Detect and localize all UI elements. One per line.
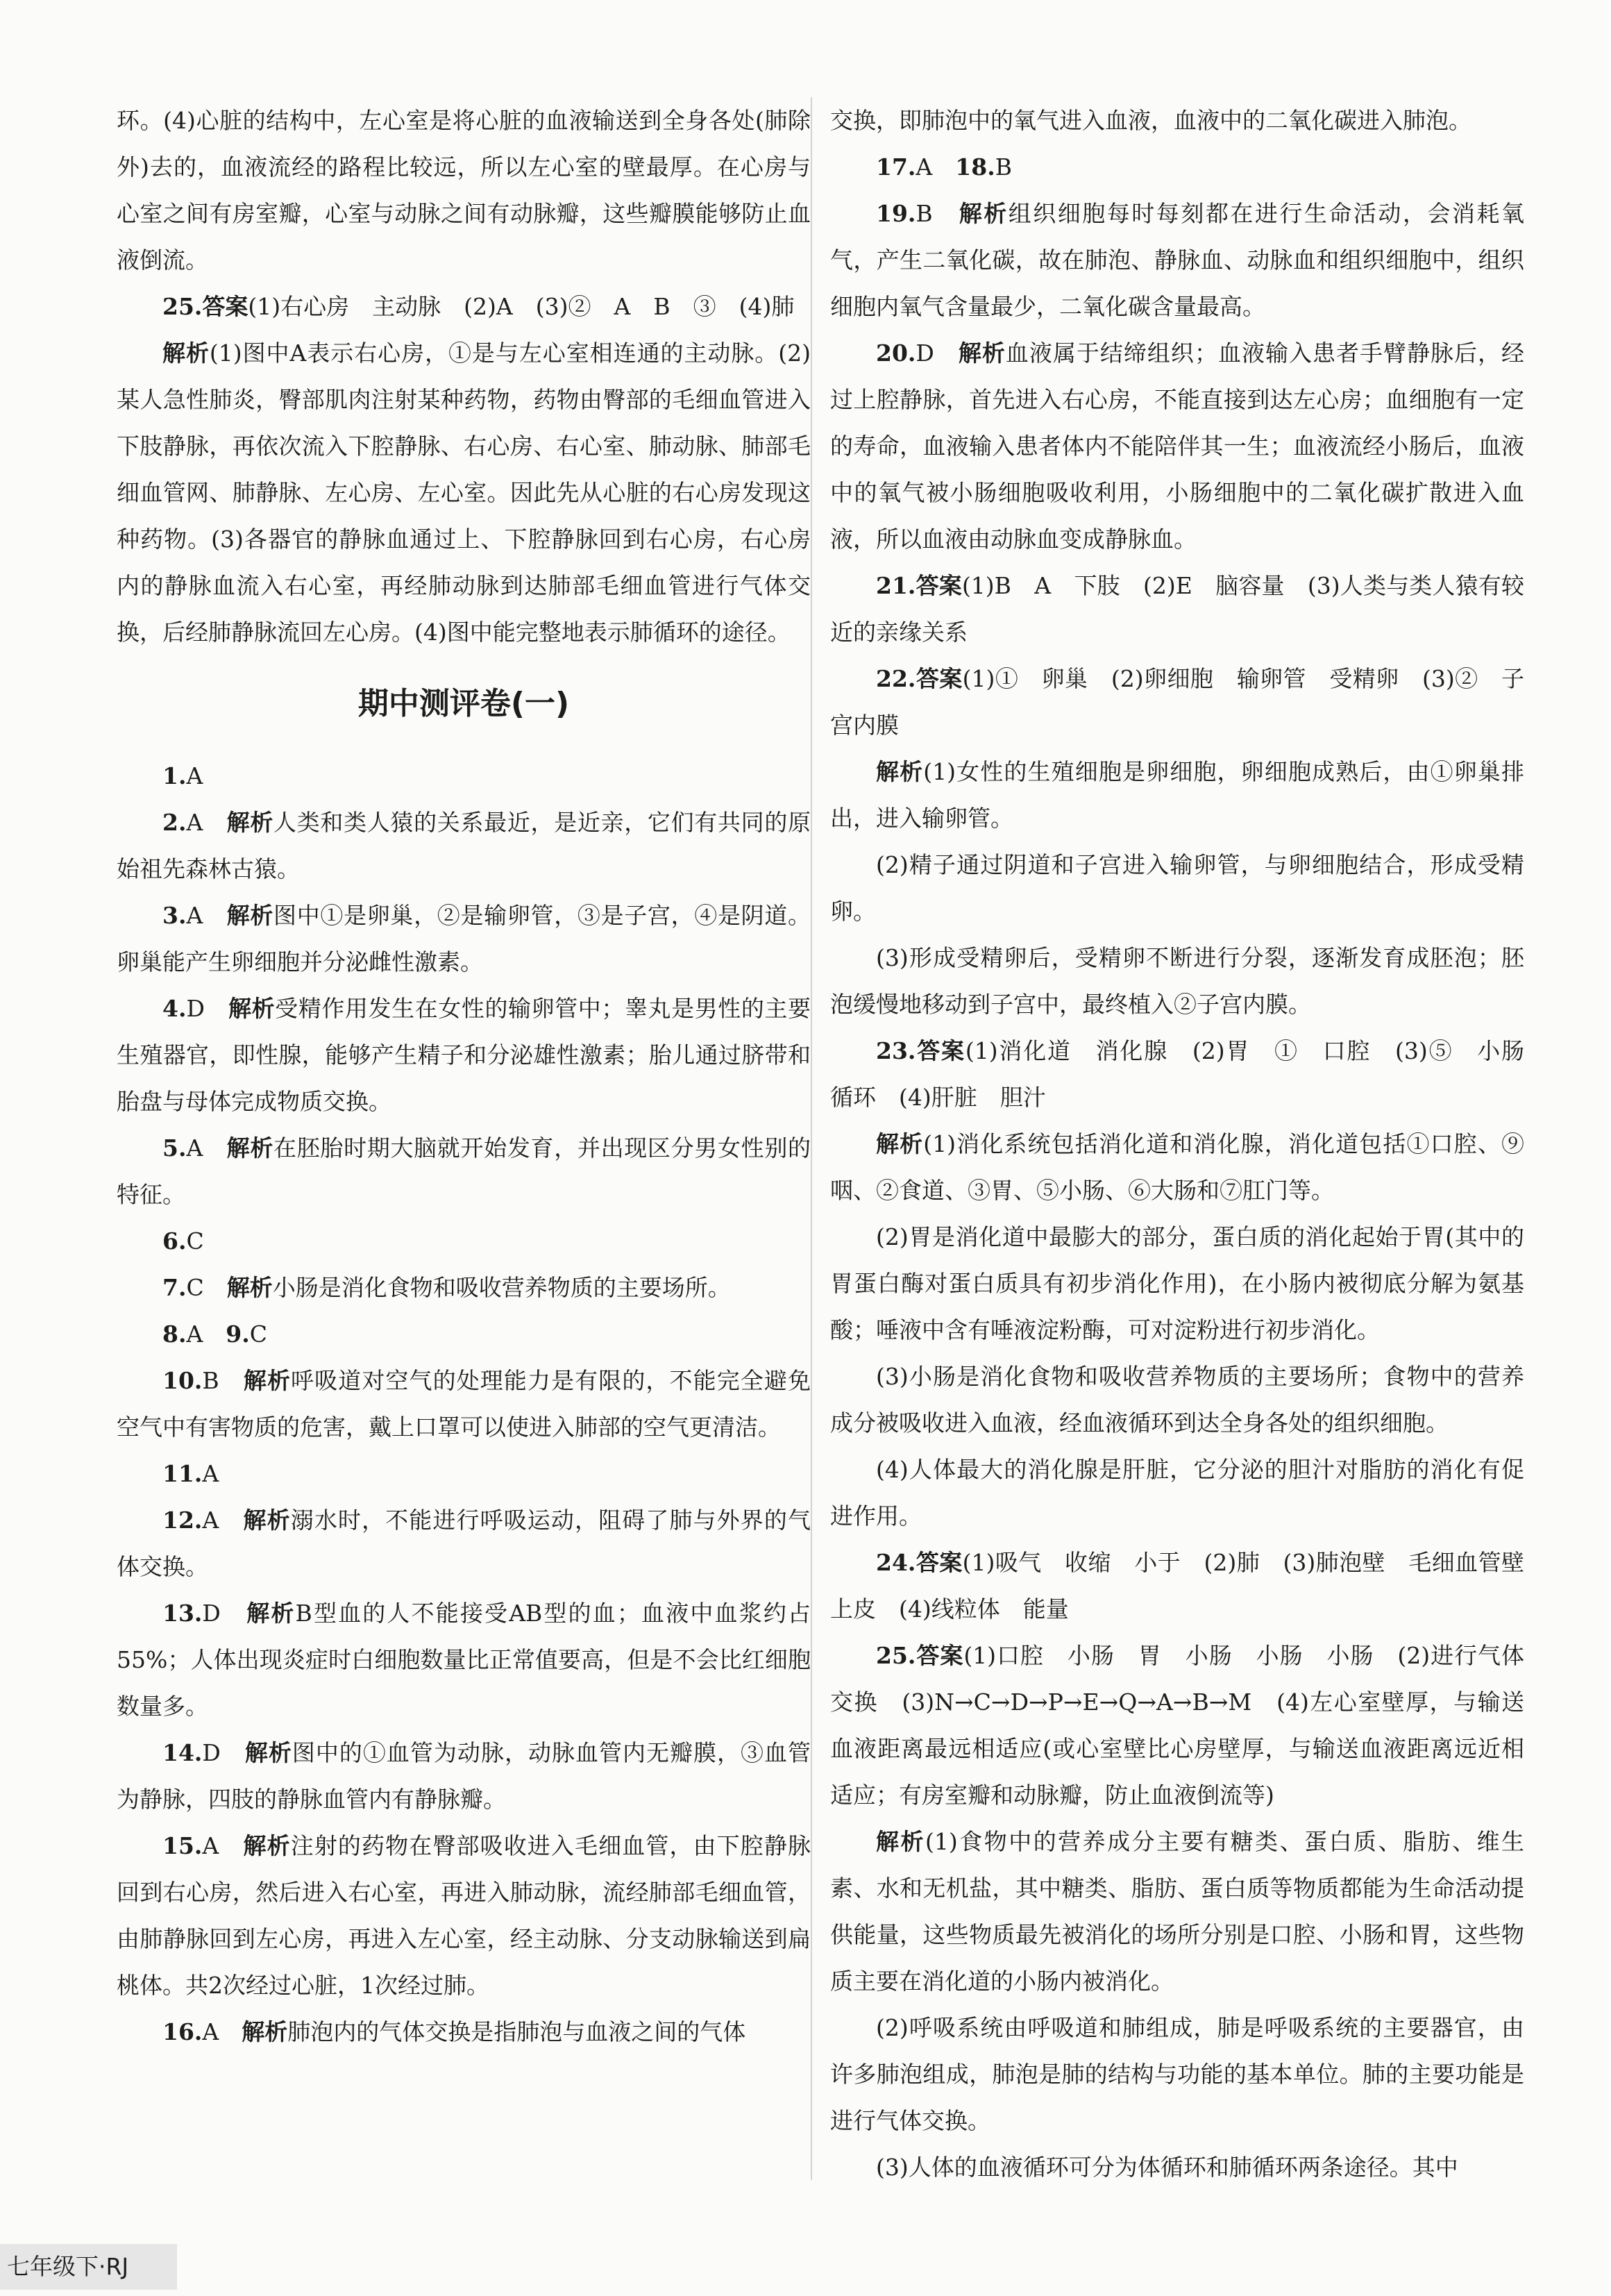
item-label: 解析 — [243, 1367, 292, 1394]
item-label: 18. — [955, 153, 995, 181]
item-label: 3. — [162, 902, 187, 929]
paragraph — [117, 1357, 811, 1450]
paragraph — [117, 1822, 811, 2009]
item-label: 20. — [876, 340, 916, 367]
paragraph — [117, 283, 811, 330]
item-text: 图中①是卵巢，②是输卵管，③是子宫，④是阴道。卵巢能产生卵细胞并分泌雌性激素。 — [117, 902, 811, 975]
item-text: B — [995, 153, 1012, 181]
item-label: 4. — [162, 995, 187, 1022]
item-text: (1)图中A表示右心房，①是与左心室相连通的主动脉。(2)某人急性肺炎，臀部肌肉注射某种药物，药物由臀部的毛细血管进入下肢静脉，再依次流入下腔静脉、右心房、右心室、肺动脉、肺部毛细血管网、肺静脉、左心房、左心室。因此先从心脏的右心房发现这种药物。(3)各器官的静脉血通过上、下腔静脉回到右心房，右心房内的静脉血流入右心室，再经肺动脉到达肺部毛细血管进行气体交换，后经肺静脉流回左心房。(4)图中能完整地表示肺循环的途径。 — [117, 340, 811, 646]
item-text: A — [186, 1134, 227, 1162]
paragraph — [830, 1214, 1524, 1353]
item-text: A — [186, 1321, 226, 1348]
item-text: B — [916, 200, 959, 227]
item-label: 17. — [876, 153, 916, 181]
item-text: (1)食物中的营养成分主要有糖类、蛋白质、脂肪、维生素、水和无机盐，其中糖类、脂肪、蛋白质等物质都能为生命活动提供能量，这些物质最先被消化的场所分别是口腔、小肠和胃，这些物质主要在消化道的小肠内被消化。 — [830, 1828, 1524, 1995]
item-label: 解析 — [876, 1828, 925, 1855]
item-label: 解析 — [876, 1130, 924, 1157]
item-label: 19. — [876, 200, 916, 227]
item-text: A — [202, 1460, 219, 1487]
item-label: 解析 — [228, 995, 276, 1022]
item-text: A — [202, 1832, 244, 1859]
paragraph — [117, 753, 811, 799]
paragraph — [117, 97, 811, 283]
paragraph — [830, 2144, 1524, 2190]
item-label: 16. — [162, 2018, 203, 2045]
paragraph — [117, 1450, 811, 1497]
paragraph — [117, 1125, 811, 1218]
item-text: C — [186, 1227, 204, 1255]
paragraph — [830, 144, 1524, 190]
paragraph — [830, 2004, 1524, 2144]
item-label: 21.答案 — [876, 572, 962, 599]
item-text: (3)小肠是消化食物和吸收营养物质的主要场所；食物中的营养成分被吸收进入血液，经血液循环到达全身各处的组织细胞。 — [830, 1363, 1524, 1436]
item-text: D — [202, 1739, 245, 1766]
paragraph — [117, 1590, 811, 1729]
item-text: D — [186, 995, 229, 1022]
paragraph — [117, 1497, 811, 1590]
paragraph — [830, 1121, 1524, 1214]
item-text: 注射的药物在臀部吸收进入毛细血管，由下腔静脉回到右心房，然后进入右心室，再进入肺动脉，流经肺部毛细血管，由肺静脉回到左心房，再进入左心室，经主动脉、分支动脉输送到扁桃体。共2次经过心脏，1次经过肺。 — [117, 1832, 811, 1999]
item-text: (1)消化道 消化腺 (2)胃 ① 口腔 (3)⑤ 小肠 循环 (4)肝脏 胆汁 — [830, 1037, 1548, 1111]
item-text: C — [249, 1321, 267, 1348]
item-text: (1)消化系统包括消化道和消化腺，消化道包括①口腔、⑨咽、②食道、③胃、⑤小肠、⑥大肠和⑦肛门等。 — [830, 1130, 1524, 1204]
item-label: 9. — [226, 1321, 250, 1348]
paragraph — [117, 1264, 811, 1311]
paragraph — [830, 841, 1524, 935]
item-label: 10. — [162, 1367, 203, 1394]
item-label: 解析 — [243, 1507, 291, 1534]
paragraph — [117, 1729, 811, 1822]
item-text: (1)B A 下肢 (2)E 脑容量 (3)人类与类人猿有较近的亲缘关系 — [830, 572, 1524, 646]
right-column — [830, 97, 1548, 2190]
item-text: (2)呼吸系统由呼吸道和肺组成，肺是呼吸系统的主要器官，由许多肺泡组成，肺泡是肺的结构与功能的基本单位。肺的主要功能是进行气体交换。 — [830, 2014, 1524, 2134]
item-text: (3)形成受精卵后，受精卵不断进行分裂，逐渐发育成胚泡；胚泡缓慢地移动到子宫中，最终植入②子宫内膜。 — [830, 944, 1524, 1018]
paragraph — [830, 748, 1524, 841]
item-text: 溺水时，不能进行呼吸运动，阻碍了肺与外界的气体交换。 — [117, 1507, 811, 1580]
item-text: A — [202, 1507, 244, 1534]
paragraph — [830, 1818, 1524, 2004]
item-label: 解析 — [226, 809, 274, 836]
item-label: 1. — [162, 762, 187, 789]
left-column — [117, 97, 811, 2055]
item-label: 解析 — [226, 902, 274, 929]
paragraph — [830, 1028, 1548, 1121]
item-label: 解析 — [244, 1739, 292, 1766]
item-text: 受精作用发生在女性的输卵管中；睾丸是男性的主要生殖器官，即性腺，能够产生精子和分泌雄性激素；胎儿通过脐带和胎盘与母体完成物质交换。 — [117, 995, 811, 1115]
item-text: 交换，即肺泡中的氧气进入血液，血液中的二氧化碳进入肺泡。 — [830, 107, 1471, 134]
item-text: C — [186, 1274, 227, 1301]
item-label: 5. — [162, 1134, 187, 1162]
item-text: 人类和类人猿的关系最近，是近亲，它们有共同的原始祖先森林古猿。 — [117, 809, 811, 882]
item-label: 14. — [162, 1739, 203, 1766]
item-text: (2)胃是消化道中最膨大的部分，蛋白质的消化起始于胃(其中的胃蛋白酶对蛋白质具有初步消化作用)，在小肠内被彻底分解为氨基酸；唾液中含有唾液淀粉酶，可对淀粉进行初步消化。 — [830, 1223, 1524, 1343]
paragraph — [830, 1539, 1547, 1632]
item-label: 解析 — [226, 1134, 274, 1162]
paragraph — [830, 190, 1524, 330]
paragraph — [830, 1353, 1524, 1446]
item-label: 25.答案 — [162, 293, 248, 320]
item-text: 图中的①血管为动脉，动脉血管内无瓣膜，③血管为静脉，四肢的静脉血管内有静脉瓣。 — [117, 1739, 811, 1813]
item-label: 解析 — [226, 1274, 273, 1301]
item-text: (4)人体最大的消化腺是肝脏，它分泌的胆汁对脂肪的消化有促进作用。 — [830, 1456, 1524, 1530]
paragraph — [117, 1218, 811, 1264]
item-label: 12. — [162, 1507, 203, 1534]
item-label: 解析 — [242, 2018, 288, 2045]
footer-grade-label: 七年级下·RJ — [0, 2244, 177, 2290]
item-text: B型血的人不能接受AB型的血；血液中血浆约占55%；人体出现炎症时白细胞数量比正常值要高，但是不会比红细胞数量多。 — [117, 1600, 811, 1720]
section-heading: 期中测评卷(一) — [357, 686, 570, 721]
item-text: (2)精子通过阴道和子宫进入输卵管，与卵细胞结合，形成受精卵。 — [830, 851, 1524, 925]
paragraph — [117, 330, 811, 655]
item-label: 6. — [162, 1227, 187, 1255]
item-text: A — [916, 153, 956, 181]
column-divider — [811, 97, 812, 2180]
item-text: A — [186, 902, 227, 929]
item-text: 肺泡内的气体交换是指肺泡与血液之间的气体 — [287, 2018, 746, 2045]
paragraph — [117, 799, 811, 892]
item-label: 7. — [162, 1274, 187, 1301]
item-text: 呼吸道对空气的处理能力是有限的，不能完全避免空气中有害物质的危害，戴上口罩可以使进入肺部的空气更清洁。 — [117, 1367, 811, 1441]
item-label: 25.答案 — [876, 1642, 964, 1669]
item-text: B — [202, 1367, 244, 1394]
item-text: A — [202, 2018, 242, 2045]
paragraph — [117, 892, 811, 985]
item-label: 解析 — [243, 1832, 291, 1859]
item-text: (1)① 卵巢 (2)卵细胞 输卵管 受精卵 (3)② 子宫内膜 — [830, 665, 1524, 739]
paragraph — [830, 655, 1524, 748]
item-text: D — [202, 1600, 247, 1627]
item-label: 解析 — [246, 1600, 296, 1627]
item-text: D — [916, 340, 959, 367]
item-text: (1)右心房 主动脉 (2)A (3)② A B ③ (4)肺 — [248, 293, 795, 320]
item-text: 组织细胞每时每刻都在进行生命活动，会消耗氧气，产生二氧化碳，故在肺泡、静脉血、动脉血和组织细胞中，组织细胞内氧气含量最少，二氧化碳含量最高。 — [830, 200, 1524, 320]
item-text: 环。(4)心脏的结构中，左心室是将心脏的血液输送到全身各处(肺除外)去的，血液流经的路程比较远，所以左心室的壁最厚。在心房与心室之间有房室瓣，心室与动脉之间有动脉瓣，这些瓣膜能够防止血液倒流。 — [117, 107, 811, 274]
paragraph — [830, 935, 1524, 1028]
paragraph — [117, 2009, 811, 2055]
item-label: 23.答案 — [876, 1037, 965, 1064]
item-label: 解析 — [959, 200, 1009, 227]
item-text: (1)女性的生殖细胞是卵细胞，卵细胞成熟后，由①卵巢排出，进入输卵管。 — [830, 758, 1524, 832]
item-text: A — [186, 762, 203, 789]
item-text: (3)人体的血液循环可分为体循环和肺循环两条途径。其中 — [876, 2154, 1458, 2181]
item-text: 小肠是消化食物和吸收营养物质的主要场所。 — [272, 1274, 731, 1301]
item-label: 15. — [162, 1832, 203, 1859]
item-label: 2. — [162, 809, 187, 836]
item-label: 22.答案 — [876, 665, 963, 692]
paragraph — [830, 1446, 1524, 1539]
item-label: 解析 — [876, 758, 924, 785]
item-label: 11. — [162, 1460, 203, 1487]
paragraph — [830, 1632, 1524, 1818]
item-label: 8. — [162, 1321, 187, 1348]
item-label: 24.答案 — [876, 1549, 963, 1576]
item-label: 解析 — [162, 340, 210, 367]
item-label: 解析 — [958, 340, 1006, 367]
paragraph — [830, 330, 1524, 562]
paragraph — [830, 562, 1524, 655]
item-text: (1)吸气 收缩 小于 (2)肺 (3)肺泡壁 毛细血管壁 上皮 (4)线粒体 能量 — [830, 1549, 1547, 1623]
item-text: 在胚胎时期大脑就开始发育，并出现区分男女性别的特征。 — [117, 1134, 811, 1208]
item-label: 13. — [162, 1600, 203, 1627]
paragraph — [117, 1311, 811, 1357]
item-text: 血液属于结缔组织；血液输入患者手臂静脉后，经过上腔静脉，首先进入右心房，不能直接到达左心房；血细胞有一定的寿命，血液输入患者体内不能陪伴其一生；血液流经小肠后，血液中的氧气被小肠细胞吸收利用，小肠细胞中的二氧化碳扩散进入血液，所以血液由动脉血变成静脉血。 — [830, 340, 1524, 553]
paragraph — [830, 97, 1524, 144]
item-text: A — [186, 809, 227, 836]
paragraph — [117, 985, 811, 1125]
item-text: (1)口腔 小肠 胃 小肠 小肠 小肠 (2)进行气体交换 (3)N→C→D→P→E→Q→A→B→M (4)左心室壁厚，与输送血液距离最远相适应(或心室壁比心房壁厚，与输送血液距离远近相适应；有房室瓣和动脉瓣，防止血液倒流等) — [830, 1642, 1524, 1809]
